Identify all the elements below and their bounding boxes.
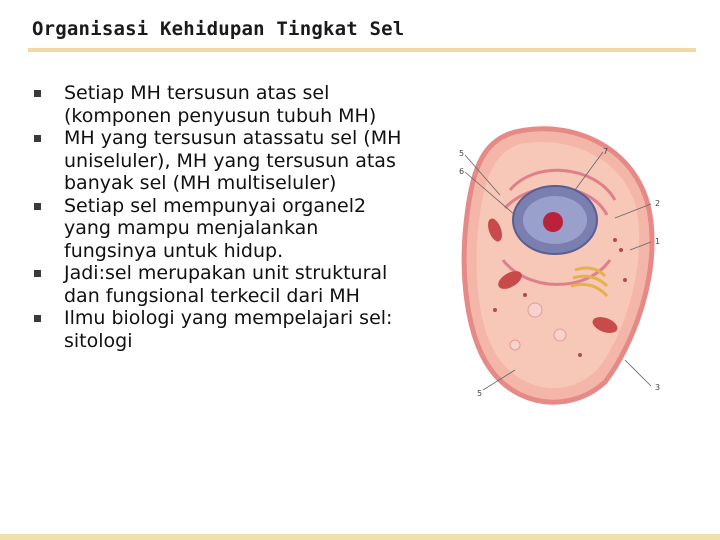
animal-cell-illustration — [455, 120, 675, 410]
title-underline — [28, 48, 696, 52]
cell-diagram — [455, 120, 675, 410]
vesicle — [510, 340, 520, 350]
bullet-text: MH yang tersusun atassatu sel (MH uniseluler), MH yang tersusun atas banyak sel (MH multiseluler) — [64, 127, 402, 194]
bullet-text: Ilmu biologi yang mempelajari sel: sitologi — [64, 307, 393, 352]
figure-label: 1 — [655, 237, 661, 246]
square-bullet-icon — [34, 90, 41, 97]
bullet-item — [34, 82, 414, 127]
square-bullet-icon — [34, 315, 41, 322]
bullet-item — [34, 195, 414, 263]
bullet-text: Setiap MH tersusun atas sel (komponen penyusun tubuh MH) — [64, 82, 377, 127]
vesicle — [554, 329, 566, 341]
bullet-text: Jadi:sel merupakan unit struktural dan fungsional terkecil dari MH — [64, 262, 388, 307]
figure-label: 5 — [477, 389, 483, 398]
square-bullet-icon — [34, 135, 41, 142]
slide-title: Organisasi Kehidupan Tingkat Sel — [32, 18, 405, 40]
bullet-item — [34, 262, 414, 307]
figure-label: 7 — [603, 147, 609, 156]
nucleolus — [543, 212, 563, 232]
figure-label: 2 — [655, 199, 661, 208]
vesicle — [528, 303, 542, 317]
square-bullet-icon — [34, 270, 41, 277]
square-bullet-icon — [34, 203, 41, 210]
bullet-text: Setiap sel mempunyai organel2 yang mampu menjalankan fungsinya untuk hidup. — [64, 194, 367, 262]
figure-label: 5 — [459, 149, 465, 158]
footer-bar — [0, 534, 720, 540]
bullet-item — [34, 127, 414, 195]
bullet-item — [34, 307, 414, 352]
figure-label: 6 — [459, 167, 465, 176]
figure-label: 3 — [655, 383, 661, 392]
bullet-list — [34, 82, 414, 352]
